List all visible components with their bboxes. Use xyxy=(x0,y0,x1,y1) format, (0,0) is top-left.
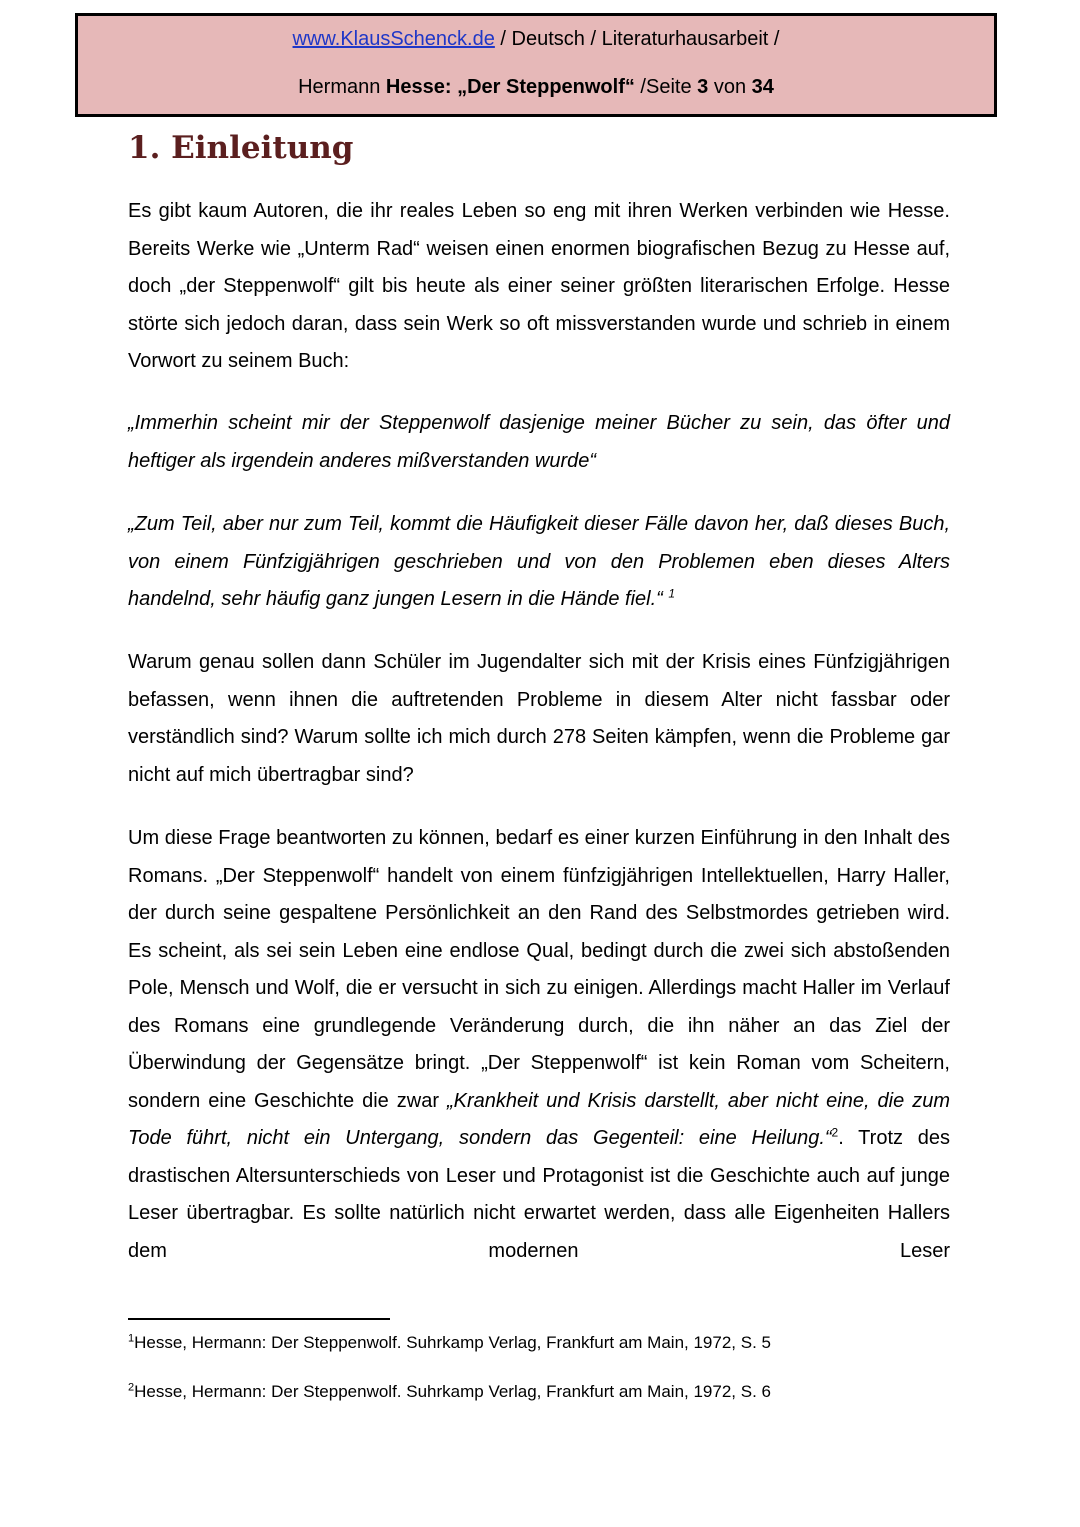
footnote-1-number: 1 xyxy=(128,1332,135,1345)
header-page-prefix: /Seite xyxy=(634,76,698,98)
summary-text-start: Um diese Frage beantworten zu können, bedarf es einer kurzen Einführung in den Inhalt des Romans. „Der Steppenwolf“ handelt von einem fünfzigjährigen Intellektuellen, Harry Haller, der durch seine gespaltene Persönlichkeit an den Rand des Selbstmordes getrieben wird. Es scheint, als sei sein Leben eine endlose Qual, bedingt durch die zwei sich abstoßenden Pole, Mensch und Wolf, die er versucht in sich zu einigen. Allerdings macht Haller im Verlauf des Romans eine grundlegende Veränderung durch, die ihn näher an das Ziel der Überwindung der Gegensätze bringt. „Der Steppenwolf“ ist kein Roman vom Scheitern, sondern eine Geschichte die zwar xyxy=(128,827,950,1112)
footnote-1-text: Hesse, Hermann: Der Steppenwolf. Suhrkamp Verlag, Frankfurt am Main, 1972, S. 5 xyxy=(134,1333,771,1352)
header-author-title: Hesse: „Der Steppenwolf“ xyxy=(385,76,635,98)
paragraph-summary xyxy=(128,820,950,1270)
footnote-ref-2: 2 xyxy=(831,1125,839,1140)
header-line-title xyxy=(78,75,994,99)
footnote-ref-1: 1 xyxy=(668,586,676,601)
page-header xyxy=(75,13,997,117)
header-page-total: 34 xyxy=(751,76,774,98)
summary-quote: „Krankheit und Krisis darstellt, aber nicht eine, die zum Tode führt, nicht ein Untergang, sondern das Gegenteil: eine Heilung.“ xyxy=(128,1089,950,1149)
quote-2-text: „Zum Teil, aber nur zum Teil, kommt die Häufigkeit dieser Fälle davon her, daß dieses Buch, von einem Fünfzigjährigen geschrieben und von den Problemen eben dieses Alters handelnd, sehr häufig ganz jungen Lesern in die Hände fiel.“ xyxy=(128,513,950,610)
paragraph-intro: Es gibt kaum Autoren, die ihr reales Leben so eng mit ihren Werken verbinden wie Hesse. Bereits Werke wie „Unterm Rad“ weisen einen enormen biografischen Bezug zu Hesse auf, doch „der Steppenwolf“ gilt bis heute als einer seiner größten literarischen Erfolge. Hesse störte sich jedoch daran, dass sein Werk so oft missverstanden wurde und schrieb in einem Vorwort zu seinem Buch: xyxy=(128,200,950,372)
footnote-1 xyxy=(128,1332,771,1354)
site-link[interactable]: www.KlausSchenck.de xyxy=(292,28,495,50)
header-line-site xyxy=(78,27,994,51)
footnote-2-number: 2 xyxy=(128,1381,135,1394)
footnote-separator xyxy=(128,1318,390,1320)
header-path: / Deutsch / Literaturhausarbeit / xyxy=(494,28,780,50)
summary-text-end: . Trotz des drastischen Altersunterschieds von Leser und Protagonist ist die Geschichte auch auf junge Leser übertragbar. Es sollte natürlich nicht erwartet werden, dass alle Eigenheiten Hallers dem modernen Leser xyxy=(128,1127,950,1262)
footnote-2-text: Hesse, Hermann: Der Steppenwolf. Suhrkamp Verlag, Frankfurt am Main, 1972, S. 6 xyxy=(134,1382,771,1401)
section-heading: 1. Einleitung xyxy=(128,130,354,166)
header-author-prefix: Hermann xyxy=(298,76,386,98)
paragraph-question: Warum genau sollen dann Schüler im Jugendalter sich mit der Krisis eines Fünfzigjährigen befassen, wenn ihnen die auftretenden Probleme in diesem Alter nicht fassbar oder verständlich sind? Warum sollte ich mich durch 278 Seiten kämpfen, wenn die Probleme gar nicht auf mich übertragbar sind? xyxy=(128,651,950,786)
quote-1: „Immerhin scheint mir der Steppenwolf dasjenige meiner Bücher zu sein, das öfter und heftiger als irgendein anderes mißverstanden wurde“ xyxy=(128,412,950,472)
quote-2 xyxy=(128,506,950,619)
header-page-mid: von xyxy=(708,76,752,98)
footnote-2 xyxy=(128,1381,771,1403)
header-page-current: 3 xyxy=(697,76,709,98)
